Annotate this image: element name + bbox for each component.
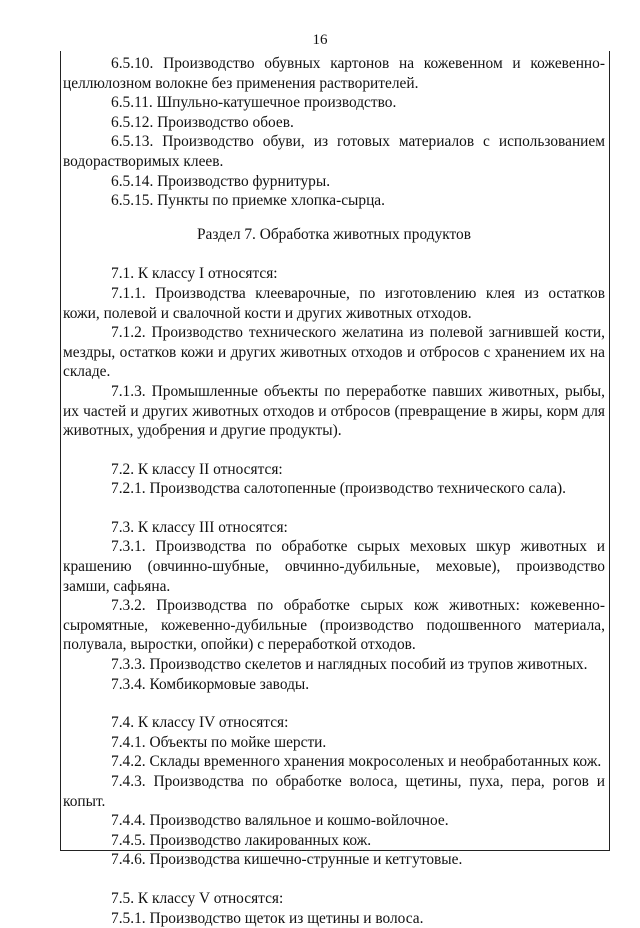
paragraph-6-5-11: 6.5.11. Шпульно-катушечное производство. <box>111 94 397 112</box>
paragraph-6-5-14: 6.5.14. Производство фурнитуры. <box>111 172 331 190</box>
paragraph-7-3-4: 7.3.4. Комбикормовые заводы. <box>111 675 310 693</box>
paragraph-7-4-4: 7.4.4. Производство валяльное и кошмо-войлочное. <box>111 812 449 830</box>
class-1-title: 7.1. К классу I относятся: <box>111 265 278 283</box>
class-4-title: 7.4. К классу IV относятся: <box>111 714 289 732</box>
class-2-title: 7.2. К классу II относятся: <box>111 460 283 478</box>
paragraph-7-4-3: 7.4.3. Производства по обработке волоса, щетины, пуха, пера, рогов и копыт. <box>63 773 605 810</box>
paragraph-7-2-1: 7.2.1. Производства салотопенные (производство технического сала). <box>111 480 566 498</box>
spacer <box>63 499 605 518</box>
paragraph-7-4-6: 7.4.6. Производства кишечно-струнные и кетгутовые. <box>111 851 463 869</box>
paragraph-7-3-3: 7.3.3. Производство скелетов и наглядных пособий из трупов животных. <box>111 656 588 674</box>
document-body <box>63 54 605 928</box>
paragraph-6-5-15: 6.5.15. Пункты по приемке хлопка-сырца. <box>111 192 385 210</box>
class-5-title: 7.5. К классу V относятся: <box>111 889 284 907</box>
spacer <box>63 441 605 460</box>
paragraph-7-3-1: 7.3.1. Производства по обработке сырых меховых шкур животных и крашению (овчинно-шубные, овчинно-дубильные, меховые), производство замши, сафьяна. <box>63 538 605 595</box>
paragraph-7-1-1: 7.1.1. Производства клееварочные, по изготовлению клея из остатков кожи, полевой и свалочной кости и других животных отходов. <box>63 284 605 322</box>
paragraph-7-1-2: 7.1.2. Производство технического желатина из полевой загнившей кости, мездры, остатков кожи и других животных отходов и отбросов с хранением их на складе. <box>63 324 605 381</box>
paragraph-6-5-10: 6.5.10. Производство обувных картонов на кожевенном и кожевенно-целлюлозном волокне без применения растворителей. <box>63 55 605 92</box>
paragraph-7-3-2: 7.3.2. Производства по обработке сырых кож животных: кожевенно-сыромятные, кожевенно-дубильные (производство подошвенного материала, полувала, выростки, опойки) с переработкой отходов. <box>63 597 605 654</box>
paragraph-7-5-1: 7.5.1. Производство щеток из щетины и волоса. <box>111 909 424 927</box>
spacer <box>63 870 605 889</box>
paragraph-6-5-13: 6.5.13. Производство обуви, из готовых материалов с использованием водорастворимых клеев. <box>63 133 605 170</box>
section-7-heading: Раздел 7. Обработка животных продуктов <box>196 225 472 243</box>
class-3-title: 7.3. К классу III относятся: <box>111 518 288 536</box>
paragraph-7-1-3: 7.1.3. Промышленные объекты по переработке павших животных, рыбы, их частей и других животных отходов и отбросов (превращение в жиры, корм для животных, удобрения и другие продукты). <box>63 382 605 440</box>
paragraph-7-4-1: 7.4.1. Объекты по мойке шерсти. <box>111 733 327 751</box>
spacer <box>63 694 605 713</box>
paragraph-7-4-2: 7.4.2. Склады временного хранения мокросоленых и необработанных кож. <box>111 753 602 771</box>
paragraph-7-4-5: 7.4.5. Производство лакированных кож. <box>111 831 372 849</box>
paragraph-6-5-12: 6.5.12. Производство обоев. <box>111 113 294 131</box>
page-number: 16 <box>312 32 328 48</box>
